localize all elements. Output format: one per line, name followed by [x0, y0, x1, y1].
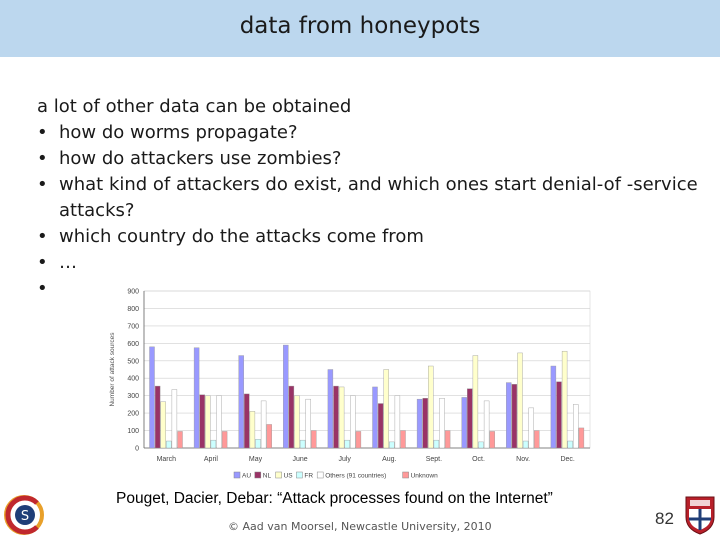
bullet-symbol: • — [37, 122, 48, 143]
bar-fr — [300, 440, 305, 448]
legend-label: AU — [242, 472, 252, 480]
bar-us — [473, 356, 478, 448]
footer-text: © Aad van Moorsel, Newcastle University, 2010 — [228, 520, 492, 533]
bar-unknown — [490, 431, 495, 448]
x-tick-label: Oct. — [472, 456, 485, 463]
bar-nl — [289, 386, 294, 448]
bar-fr — [568, 441, 573, 448]
legend-label: Unknown — [410, 472, 438, 480]
legend-label: FR — [304, 472, 314, 480]
bullet-symbol: • — [37, 252, 48, 273]
bullet-text: how do worms propagate? — [59, 122, 298, 143]
bar-nl — [378, 404, 383, 448]
y-tick-label: 700 — [127, 323, 139, 331]
bar-au — [194, 348, 199, 448]
x-tick-label: April — [203, 456, 218, 463]
x-tick-label: Nov. — [516, 456, 531, 463]
plot-area — [144, 291, 590, 448]
bullet-symbol: • — [37, 226, 48, 247]
x-tick-label: May — [248, 456, 263, 463]
bar-us — [562, 351, 567, 448]
bar-us — [339, 387, 344, 448]
bullet-item — [37, 172, 707, 224]
y-tick-label: 800 — [127, 305, 139, 313]
bar-others — [573, 404, 578, 448]
bullet-text: what kind of attackers do exist, and which ones start denial-of -service attacks? — [59, 174, 698, 221]
university-crest-icon — [684, 495, 716, 539]
bar-us — [161, 402, 166, 448]
bar-us — [384, 370, 389, 449]
bar-unknown — [178, 431, 183, 448]
y-tick-label: 100 — [127, 428, 139, 436]
x-tick-label: July — [338, 456, 351, 463]
x-tick-label: Sept. — [425, 456, 443, 463]
bar-au — [417, 399, 422, 448]
bullet-item — [37, 120, 707, 146]
legend-swatch — [317, 472, 323, 478]
legend-label: US — [283, 472, 293, 480]
bar-nl — [155, 386, 160, 448]
bar-au — [239, 356, 244, 448]
bar-fr — [389, 442, 394, 448]
bullet-symbol: • — [37, 174, 48, 195]
bar-fr — [479, 442, 484, 448]
y-tick-label: 200 — [127, 410, 139, 418]
bar-us — [295, 396, 300, 448]
bar-nl — [512, 384, 517, 448]
bar-nl — [423, 398, 428, 448]
bar-others — [306, 399, 311, 448]
bar-nl — [467, 389, 472, 448]
legend-swatch — [276, 472, 282, 478]
y-axis-label: Number of attack sources — [109, 332, 116, 407]
bar-others — [395, 396, 400, 448]
bar-us — [428, 366, 433, 448]
x-tick-label: Dec. — [560, 456, 575, 463]
y-tick-label: 400 — [127, 375, 139, 383]
legend-label: NL — [262, 472, 272, 480]
bar-au — [462, 397, 467, 448]
bar-us — [250, 411, 255, 448]
bullet-item — [37, 250, 707, 276]
chart-caption: Pouget, Dacier, Debar: “Attack processes found on the Internet” — [116, 490, 553, 507]
y-tick-label: 0 — [135, 445, 139, 453]
y-tick-label: 500 — [127, 358, 139, 366]
bar-us — [518, 353, 523, 448]
y-tick-label: 300 — [127, 393, 139, 401]
bar-nl — [200, 395, 205, 448]
bar-fr — [345, 440, 350, 448]
cs-logo — [4, 494, 44, 540]
svg-text:S: S — [20, 509, 30, 524]
bar-unknown — [311, 431, 316, 448]
bar-au — [283, 345, 288, 448]
y-tick-label: 900 — [127, 288, 139, 296]
bar-unknown — [267, 424, 272, 448]
bar-unknown — [222, 431, 227, 448]
bar-au — [551, 366, 556, 448]
bullet-symbol: • — [37, 278, 48, 299]
legend-swatch — [255, 472, 261, 478]
slide-title: data from honeypots — [239, 13, 481, 39]
bar-us — [205, 396, 210, 448]
bar-fr — [434, 440, 439, 448]
bar-au — [150, 347, 155, 448]
bar-others — [172, 390, 177, 448]
bullet-item — [37, 146, 707, 172]
bar-unknown — [579, 428, 584, 448]
bar-others — [350, 396, 355, 448]
y-tick-label: 600 — [127, 340, 139, 348]
bar-au — [373, 387, 378, 448]
bar-unknown — [401, 431, 406, 448]
bar-nl — [244, 394, 249, 448]
bullet-text: which country do the attacks come from — [59, 226, 424, 247]
legend-swatch — [234, 472, 240, 478]
bar-au — [506, 383, 511, 448]
bar-others — [440, 398, 445, 448]
bar-au — [328, 370, 333, 449]
bar-nl — [557, 382, 562, 448]
bar-fr — [166, 441, 171, 448]
bar-nl — [334, 386, 339, 448]
bullet-item — [37, 224, 707, 250]
x-tick-label: March — [156, 456, 177, 463]
bar-fr — [211, 440, 216, 448]
x-tick-label: June — [292, 456, 308, 463]
page-number: 82 — [655, 509, 674, 528]
bar-others — [217, 396, 222, 448]
slide-body — [37, 94, 707, 302]
bar-fr — [523, 441, 528, 448]
bar-unknown — [445, 431, 450, 448]
bar-unknown — [356, 431, 361, 448]
bar-others — [484, 401, 489, 448]
intro-text: a lot of other data can be obtained — [37, 96, 352, 117]
bar-unknown — [534, 431, 539, 448]
bullet-symbol: • — [37, 148, 48, 169]
legend-swatch — [296, 472, 302, 478]
bullet-text: … — [59, 252, 77, 273]
bar-fr — [256, 439, 261, 448]
attack-sources-chart — [106, 283, 594, 488]
legend-swatch — [403, 472, 409, 478]
bar-others — [529, 408, 534, 448]
x-tick-label: Aug. — [382, 456, 397, 463]
bullet-text: how do attackers use zombies? — [59, 148, 342, 169]
chart-svg — [106, 283, 594, 488]
bar-others — [261, 401, 266, 448]
legend-label: Others (91 countries) — [325, 472, 387, 480]
